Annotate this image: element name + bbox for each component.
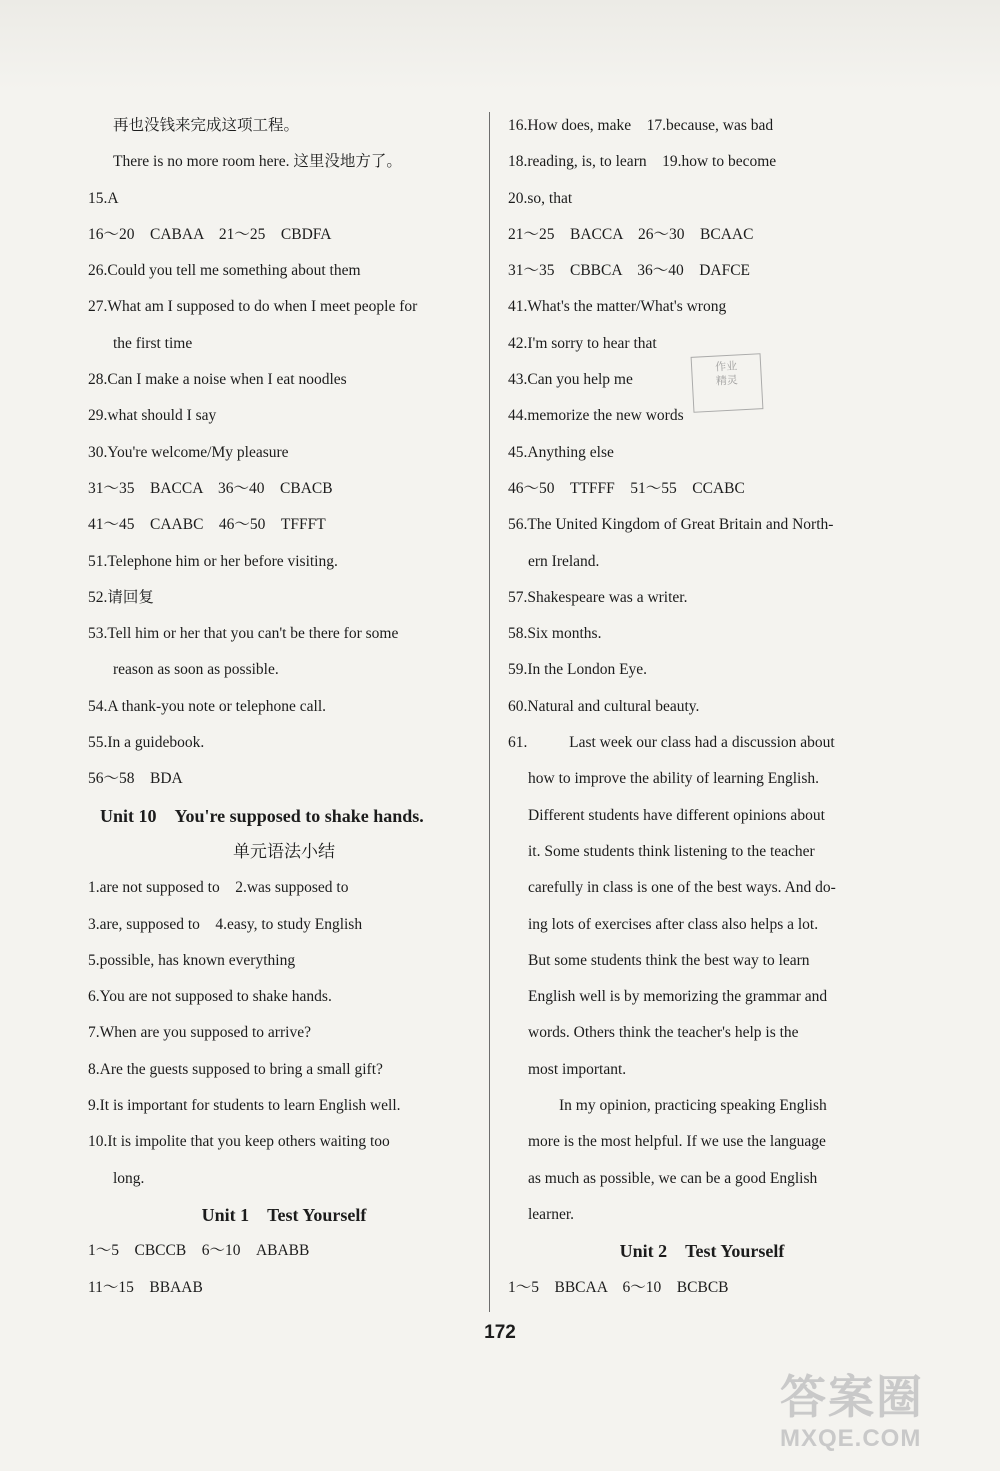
answer-line: 18.reading, is, to learn 19.how to become [508, 153, 777, 171]
right-answer-lines [508, 108, 896, 725]
answer-line: long. [113, 1169, 145, 1187]
column-divider [489, 112, 490, 1312]
essay-line: carefully in class is one of the best ways. And do- [528, 879, 836, 897]
answer-line: 再也没钱来完成这项工程。 [113, 117, 300, 134]
watermark-logo [780, 1370, 990, 1465]
answer-line: reason as soon as possible. [113, 661, 279, 679]
answer-line: 27.What am I supposed to do when I meet people for [88, 298, 418, 316]
unit2-heading: Unit 2 Test Yourself [619, 1241, 785, 1262]
essay-line: learner. [528, 1205, 575, 1223]
answer-line: 8.Are the guests supposed to bring a small gift? [88, 1060, 383, 1078]
answer-line: 15.A [88, 189, 119, 207]
answer-line: 41～45 CAABC 46～50 TFFFT [88, 516, 326, 534]
essay-line: words. Others think the teacher's help is the [528, 1024, 799, 1042]
answer-line: 1～5 BBCAA 6～10 BCBCB [508, 1278, 729, 1296]
stamp-text-1: 作业 [714, 360, 738, 374]
essay-line: more is the most helpful. If we use the language [528, 1133, 826, 1151]
answer-line: 44.memorize the new words [508, 407, 684, 425]
essay-line: ing lots of exercises after class also helps a lot. [528, 915, 819, 933]
left-answer-lines [88, 108, 480, 798]
answer-line: 16～20 CABAA 21～25 CBDFA [88, 225, 332, 243]
essay-line: as much as possible, we can be a good English [528, 1169, 818, 1187]
answer-line: 54.A thank-you note or telephone call. [88, 697, 327, 715]
essay-paragraph [508, 761, 896, 1233]
answer-line: 56～58 BDA [88, 770, 183, 788]
right-column [508, 108, 896, 1306]
answer-line: 43.Can you help me [508, 371, 633, 389]
essay-number: 61. [508, 734, 528, 752]
grammar-answer-lines [88, 870, 480, 1197]
answer-line: 5.possible, has known everything [88, 951, 296, 969]
grammar-summary-heading: 单元语法小结 [233, 841, 335, 861]
scan-shadow [0, 0, 1000, 90]
unit10-heading: Unit 10 You're supposed to shake hands. [100, 805, 424, 826]
answer-line: 20.so, that [508, 189, 573, 207]
answer-line: 53.Tell him or her that you can't be there for some [88, 625, 399, 643]
answer-line: 11～15 BBAAB [88, 1278, 203, 1296]
essay-line: how to improve the ability of learning English. [528, 770, 820, 788]
answer-line: 30.You're welcome/My pleasure [88, 443, 289, 461]
stamp-logo [691, 353, 764, 413]
answer-line: 42.I'm sorry to hear that [508, 334, 657, 352]
stamp-text-2: 精灵 [715, 374, 739, 388]
answer-line: the first time [113, 334, 193, 352]
essay-line: it. Some students think listening to the teacher [528, 842, 815, 860]
essay-line: In my opinion, practicing speaking English [528, 1097, 827, 1115]
answer-line: 57.Shakespeare was a writer. [508, 588, 688, 606]
answer-line: 9.It is important for students to learn English well. [88, 1097, 401, 1115]
answer-line: 21～25 BACCA 26～30 BCAAC [508, 225, 754, 243]
essay-first-line [508, 725, 896, 761]
answer-line: 29.what should I say [88, 407, 217, 425]
answer-line: 28.Can I make a noise when I eat noodles [88, 371, 347, 389]
answer-line: 1.are not supposed to 2.was supposed to [88, 879, 349, 897]
answer-line: 16.How does, make 17.because, was bad [508, 117, 774, 134]
page-number: 172 [484, 1322, 516, 1343]
essay-line: But some students think the best way to learn [528, 951, 810, 969]
essay-line: most important. [528, 1060, 627, 1078]
answer-line: 6.You are not supposed to shake hands. [88, 988, 332, 1006]
answer-line: 10.It is impolite that you keep others waiting too [88, 1133, 390, 1151]
answer-line: 58.Six months. [508, 625, 602, 643]
answer-line: There is no more room here. 这里没地方了。 [113, 153, 402, 171]
left-column [88, 108, 480, 1306]
watermark-bottom: MXQE.COM [780, 1425, 922, 1452]
answer-line: 55.In a guidebook. [88, 734, 205, 752]
essay-first-text: Last week our class had a discussion about [569, 734, 835, 752]
unit1-heading: Unit 1 Test Yourself [201, 1204, 367, 1225]
answer-line: 45.Anything else [508, 443, 614, 461]
unit2-answer-lines [508, 1270, 896, 1306]
answer-line: 41.What's the matter/What's wrong [508, 298, 727, 316]
answer-line: 52.请回复 [88, 588, 154, 606]
answer-line: 26.Could you tell me something about them [88, 262, 361, 280]
answer-line: 31～35 CBBCA 36～40 DAFCE [508, 262, 751, 280]
answer-line: 3.are, supposed to 4.easy, to study English [88, 915, 363, 933]
answer-line: 60.Natural and cultural beauty. [508, 697, 700, 715]
unit1-answer-lines [88, 1233, 480, 1306]
answer-line: 59.In the London Eye. [508, 661, 648, 679]
answer-line: ern Ireland. [528, 552, 600, 570]
answer-line: 1～5 CBCCB 6～10 ABABB [88, 1242, 310, 1260]
answer-line: 51.Telephone him or her before visiting. [88, 552, 338, 570]
answer-line: 46～50 TTFFF 51～55 CCABC [508, 479, 745, 497]
answer-line: 56.The United Kingdom of Great Britain and North- [508, 516, 834, 534]
watermark-top: 答案圈 [780, 1371, 924, 1423]
essay-line: English well is by memorizing the grammar and [528, 988, 828, 1006]
answer-line: 31～35 BACCA 36～40 CBACB [88, 479, 333, 497]
answer-line: 7.When are you supposed to arrive? [88, 1024, 311, 1042]
essay-line: Different students have different opinions about [528, 806, 825, 824]
